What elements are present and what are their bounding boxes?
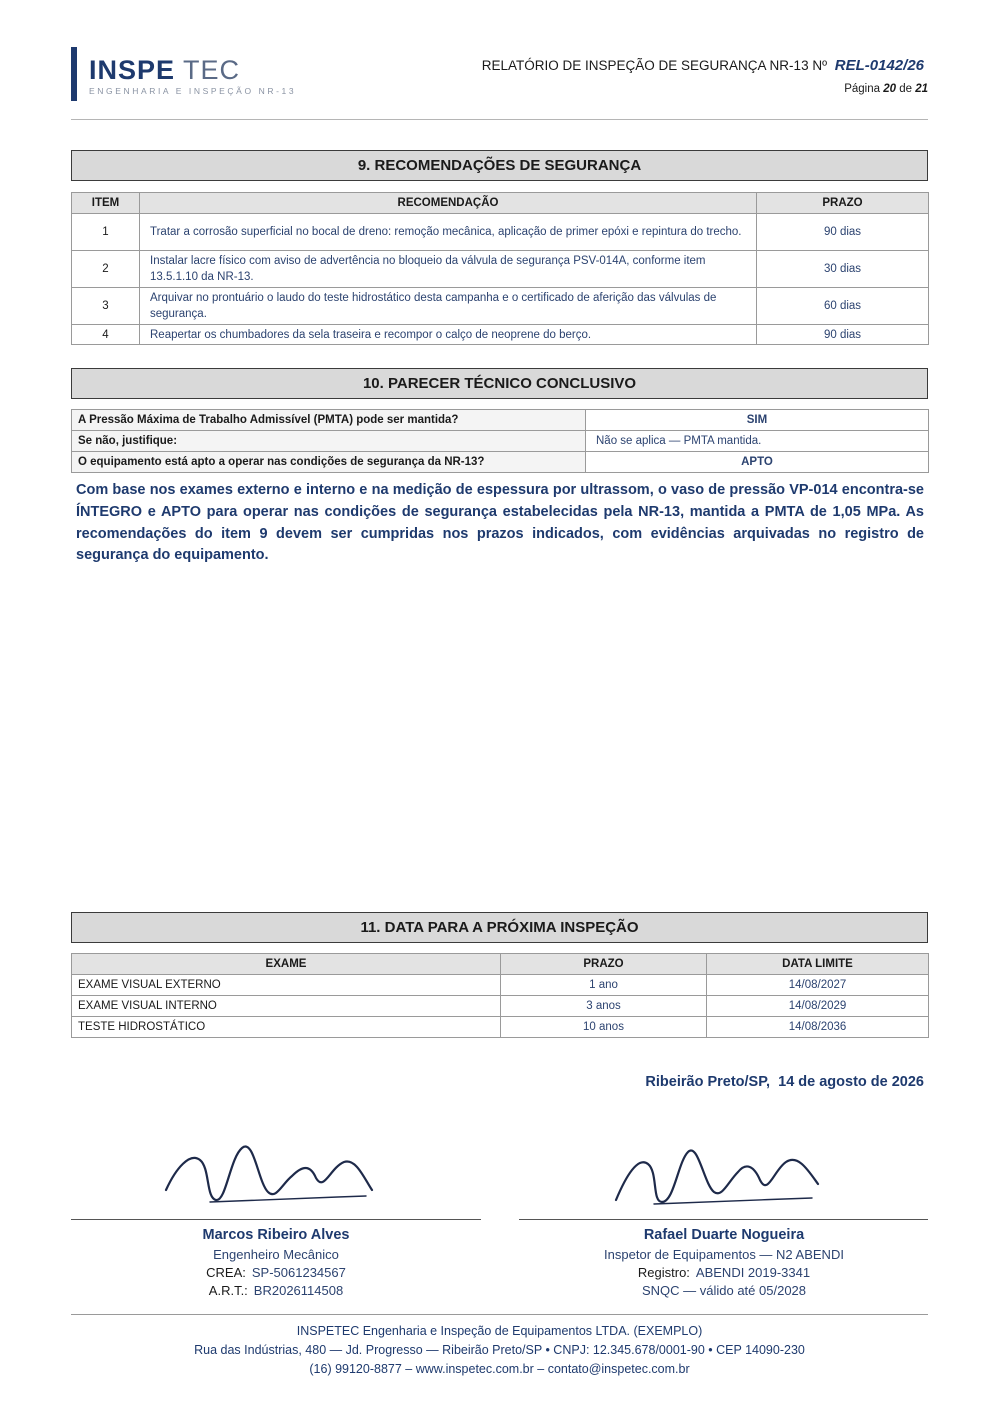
logo-subtitle: ENGENHARIA E INSPEÇÃO NR-13 (89, 86, 297, 96)
certification-value: SNQC — válido até 05/2028 (641, 1283, 807, 1298)
col-header-exam: EXAME (72, 954, 501, 975)
cell-period: 3 anos (501, 996, 707, 1017)
cell-deadline: 60 dias (757, 288, 929, 325)
place-and-date (645, 1074, 924, 1090)
cell-deadline: 90 dias (757, 214, 929, 251)
footer-contact: (16) 99120-8877 – www.inspetec.com.br – contato@inspetec.com.br (309, 1362, 690, 1376)
cell-recommendation: Arquivar no prontuário o laudo do teste hidrostático desta campanha e o certificado de aferição das válvulas de segurança. (140, 288, 757, 325)
report-number: REL-0142/26 (834, 57, 924, 74)
signer-credential (71, 1264, 481, 1282)
cell-deadline: 30 dias (757, 251, 929, 288)
justification-value: Não se aplica — PMTA mantida. (586, 431, 929, 452)
signature-block-engineer (71, 1224, 481, 1300)
signature-line-left (71, 1219, 481, 1220)
next-inspection-table (71, 953, 929, 1038)
page-total: 21 (915, 83, 928, 95)
recommendations-table (71, 192, 929, 345)
cell-deadline: 90 dias (757, 325, 929, 345)
question-apto-value: APTO (586, 452, 929, 473)
footer-divider (71, 1314, 928, 1315)
cell-item: 2 (72, 251, 140, 288)
signature-image-left (160, 1138, 380, 1208)
question-pmta-label: A Pressão Máxima de Trabalho Admissível (PMTA) pode ser mantida? (72, 410, 586, 431)
table-row (72, 431, 929, 452)
col-header-period: PRAZO (501, 954, 707, 975)
logo-secondary-text: TEC (183, 55, 241, 85)
table-row (72, 325, 929, 345)
signer-name: Marcos Ribeiro Alves (202, 1227, 350, 1243)
cell-recommendation: Reapertar os chumbadores da sela traseira e recompor o calço de neoprene do berço. (140, 325, 757, 345)
cell-exam: EXAME VISUAL EXTERNO (72, 975, 501, 996)
footer-company: INSPETEC Engenharia e Inspeção de Equipamentos LTDA. (EXEMPLO) (296, 1324, 703, 1338)
technical-opinion-table (71, 409, 929, 473)
logo-accent-bar (71, 47, 77, 101)
report-title (482, 57, 924, 74)
table-row (72, 288, 929, 325)
report-title-text: RELATÓRIO DE INSPEÇÃO DE SEGURANÇA NR-13 Nº (481, 58, 828, 73)
table-header-row (72, 193, 929, 214)
cell-item: 3 (72, 288, 140, 325)
cell-limit-date: 14/08/2029 (707, 996, 929, 1017)
signer-role: Engenheiro Mecânico (213, 1247, 339, 1262)
signer-certification (519, 1282, 929, 1300)
place-date: 14 de agosto de 2026 (778, 1074, 924, 1090)
page-current: 20 (883, 83, 896, 95)
signer-name: Rafael Duarte Nogueira (643, 1227, 805, 1243)
cell-item: 4 (72, 325, 140, 345)
place-separator: , (766, 1074, 771, 1090)
table-row (72, 996, 929, 1017)
section-10-heading: 10. PARECER TÉCNICO CONCLUSIVO (71, 368, 928, 399)
signer-credential (519, 1264, 929, 1282)
credential-key: Registro: (637, 1265, 690, 1280)
signature-image-right (608, 1140, 828, 1210)
cell-exam: EXAME VISUAL INTERNO (72, 996, 501, 1017)
page-indicator (844, 83, 928, 95)
table-row (72, 214, 929, 251)
table-row (72, 452, 929, 473)
question-pmta-value: SIM (586, 410, 929, 431)
credential-value: SP-5061234567 (251, 1265, 346, 1280)
place-city: Ribeirão Preto/SP (645, 1074, 767, 1090)
cell-exam: TESTE HIDROSTÁTICO (72, 1017, 501, 1038)
justification-label: Se não, justifique: (72, 431, 586, 452)
table-row (72, 410, 929, 431)
table-header-row (72, 954, 929, 975)
cell-recommendation: Instalar lacre físico com aviso de advertência no bloqueio da válvula de segurança PSV-014A, conforme item 13.5.1.10 da NR-13. (140, 251, 757, 288)
signature-line-right (519, 1219, 928, 1220)
table-row (72, 975, 929, 996)
credential-key: CREA: (206, 1265, 246, 1280)
col-header-deadline: PRAZO (757, 193, 929, 214)
signer-role: Inspetor de Equipamentos — N2 ABENDI (604, 1247, 844, 1262)
page-of: de (899, 83, 912, 95)
section-11-heading: 11. DATA PARA A PRÓXIMA INSPEÇÃO (71, 912, 928, 943)
cell-period: 10 anos (501, 1017, 707, 1038)
signer-art (71, 1282, 481, 1300)
cell-period: 1 ano (501, 975, 707, 996)
cell-limit-date: 14/08/2036 (707, 1017, 929, 1038)
cell-limit-date: 14/08/2027 (707, 975, 929, 996)
art-value: BR2026114508 (253, 1283, 344, 1298)
credential-value: ABENDI 2019-3341 (695, 1265, 811, 1280)
table-row (72, 251, 929, 288)
header-divider (71, 119, 928, 120)
footer-address: Rua das Indústrias, 480 — Jd. Progresso — Ribeirão Preto/SP • CNPJ: 12.345.678/0001-90 • CEP 14090-230 (194, 1343, 805, 1357)
col-header-recommendation: RECOMENDAÇÃO (140, 193, 757, 214)
page-label: Página (844, 83, 880, 95)
table-row (72, 1017, 929, 1038)
signature-block-inspector (519, 1224, 929, 1300)
art-key: A.R.T.: (208, 1283, 248, 1298)
col-header-limit-date: DATA LIMITE (707, 954, 929, 975)
cell-recommendation: Tratar a corrosão superficial no bocal de dreno: remoção mecânica, aplicação de primer epóxi e repintura do trecho. (140, 214, 757, 251)
cell-item: 1 (72, 214, 140, 251)
section-9-heading: 9. RECOMENDAÇÕES DE SEGURANÇA (71, 150, 928, 181)
question-apto-label: O equipamento está apto a operar nas condições de segurança da NR-13? (72, 452, 586, 473)
logo-main-text: INSPE (89, 55, 176, 85)
conclusion-paragraph: Com base nos exames externo e interno e na medição de espessura por ultrassom, o vaso de pressão VP-014 encontra-se ÍNTEGRO e APTO para operar nas condições de segurança estabelecidas pela NR-13, mantida a PMTA de 1,05 MPa. As recomendações do item 9 devem ser cumpridas nos prazos indicados, com evidências arquivadas no registro de segurança do equipamento. (76, 482, 924, 564)
company-logo (89, 54, 240, 86)
col-header-item: ITEM (72, 193, 140, 214)
